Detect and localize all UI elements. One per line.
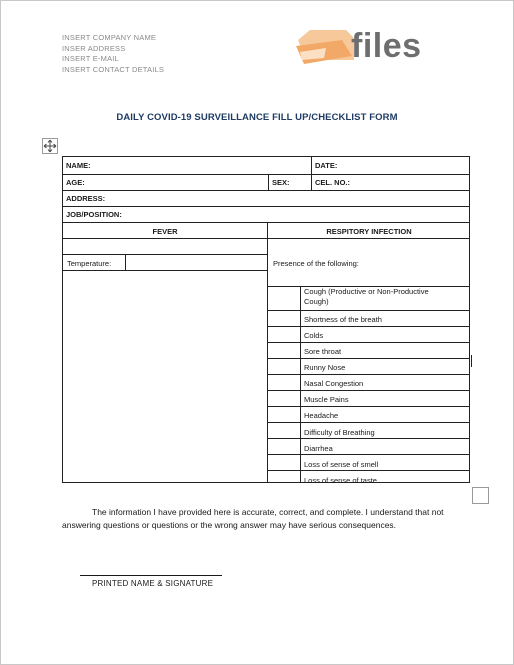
symptom-headache: Headache <box>304 411 339 420</box>
symptom-colds: Colds <box>304 331 324 340</box>
signature-line <box>80 575 222 576</box>
respiratory-header: RESPITORY INFECTION <box>326 227 412 236</box>
sex-label: SEX: <box>272 178 290 187</box>
address-label: ADDRESS: <box>66 194 106 203</box>
symptom-difficulty-breathing: Difficulty of Breathing <box>304 428 375 437</box>
temperature-label: Temperature: <box>67 259 112 268</box>
symptom-loss-of-taste: Loss of sense of taste <box>304 476 377 485</box>
cel-no-label: CEL. NO.: <box>315 178 350 187</box>
symptom-loss-of-smell: Loss of sense of smell <box>304 460 379 469</box>
company-name: INSERT COMPANY NAME <box>62 33 157 42</box>
symptom-cough-cont: Cough) <box>304 297 329 306</box>
symptom-runny-nose: Runny Nose <box>304 363 346 372</box>
symptom-sore-throat: Sore throat <box>304 347 342 356</box>
company-contact: INSERT CONTACT DETAILS <box>62 64 165 74</box>
job-position-label: JOB/POSITION: <box>66 210 122 219</box>
company-address: INSER ADDRESS <box>62 43 126 53</box>
symptom-diarrhea: Diarrhea <box>304 444 333 453</box>
symptom-shortness-of-breath: Shortness of the breath <box>304 315 382 324</box>
name-label: NAME: <box>66 161 91 170</box>
form-title: DAILY COVID-19 SURVEILLANCE FILL UP/CHECKLIST FORM <box>116 112 398 123</box>
symptom-muscle-pains: Muscle Pains <box>304 395 349 404</box>
company-email: INSERT E-MAIL <box>62 54 119 63</box>
date-label: DATE: <box>315 161 338 170</box>
symptom-nasal-congestion: Nasal Congestion <box>304 379 364 388</box>
text-cursor <box>471 355 472 367</box>
fever-header: FEVER <box>152 227 178 236</box>
symptom-cough: Cough (Productive or Non-Productive <box>304 287 429 296</box>
table-resize-handle[interactable] <box>472 487 489 504</box>
presence-label: Presence of the following: <box>273 259 359 268</box>
signature-label: PRINTED NAME & SIGNATURE <box>92 579 214 588</box>
logo-text: files <box>351 27 422 65</box>
declaration-text: The information I have provided here is accurate, correct, and complete. I understand that not answering questions or questions or the wrong answer may have serious consequences. <box>62 507 444 530</box>
age-label: AGE: <box>66 178 85 187</box>
